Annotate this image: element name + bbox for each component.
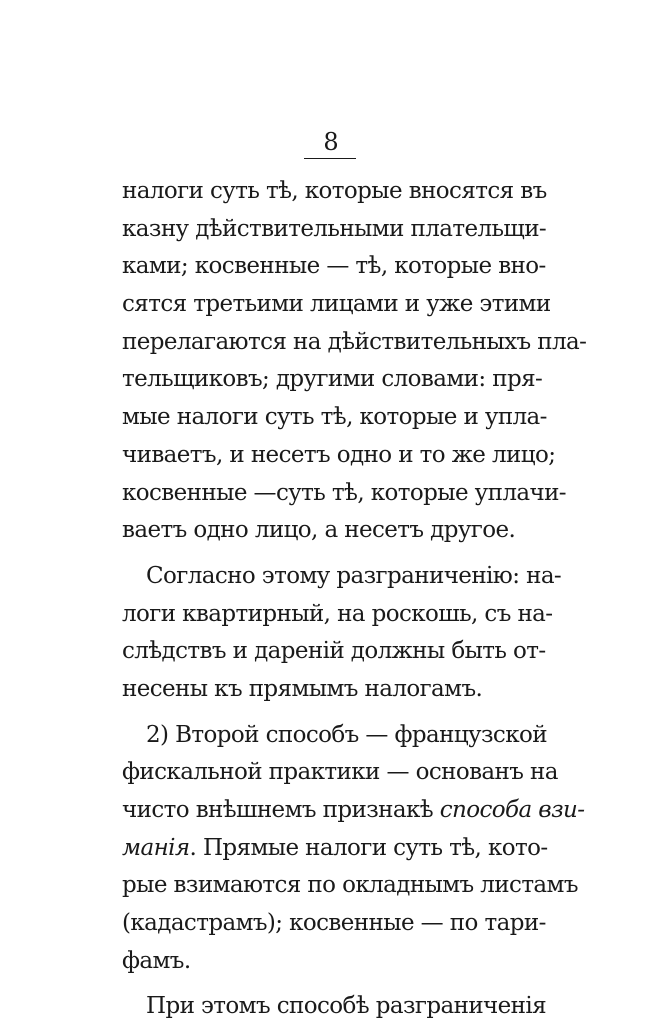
- text-line: фамъ.: [122, 947, 191, 974]
- header-rule: [304, 158, 356, 159]
- text-line: 2) Второй способъ — французской: [146, 721, 547, 748]
- body-text: [122, 173, 587, 1026]
- text-line: косвенные —суть тѣ, которые уплачи-: [122, 479, 566, 506]
- italic-run: способа взи-: [439, 797, 585, 823]
- text-line: чиваетъ, и несетъ одно и то же лицо;: [122, 441, 556, 468]
- text-line: фискальной практики — основанъ на: [122, 759, 558, 786]
- text-line: ками; косвенные — тѣ, которые вно-: [122, 253, 546, 280]
- text-line: мые налоги суть тѣ, которые и упла-: [122, 404, 547, 431]
- text-line: налоги суть тѣ, которые вносятся въ: [122, 178, 547, 204]
- text-line: При этомъ способѣ разграниченiя: [146, 993, 547, 1020]
- text-line: ваетъ одно лицо, а несетъ другое.: [122, 517, 516, 544]
- page-number: 8: [323, 128, 339, 156]
- italic-run: манiя: [122, 834, 190, 861]
- text-line: несены къ прямымъ налогамъ.: [122, 675, 483, 702]
- text-line: казну дѣйствительными плательщи-: [122, 215, 547, 242]
- text-line: тельщиковъ; другими словами: пря-: [122, 366, 543, 393]
- text-run: . Прямые налоги суть тѣ, кото-: [189, 834, 548, 861]
- text-line: слѣдствъ и даренiй должны быть от-: [122, 638, 546, 665]
- text-line: перелагаются на дѣйствительныхъ пла-: [122, 328, 587, 355]
- text-line: сятся третьими лицами и уже этими: [122, 291, 551, 318]
- text-line: (кадастрамъ); косвенные — по тари-: [122, 910, 546, 937]
- text-line: [122, 830, 548, 868]
- text-line: Согласно этому разграниченiю: на-: [146, 562, 562, 589]
- text-line: рые взимаются по окладнымъ листамъ: [122, 872, 578, 899]
- text-line: логи квартирный, на роскошь, съ на-: [122, 600, 553, 627]
- text-line: [122, 792, 585, 830]
- text-run: чисто внѣшнемъ признакѣ: [122, 797, 434, 823]
